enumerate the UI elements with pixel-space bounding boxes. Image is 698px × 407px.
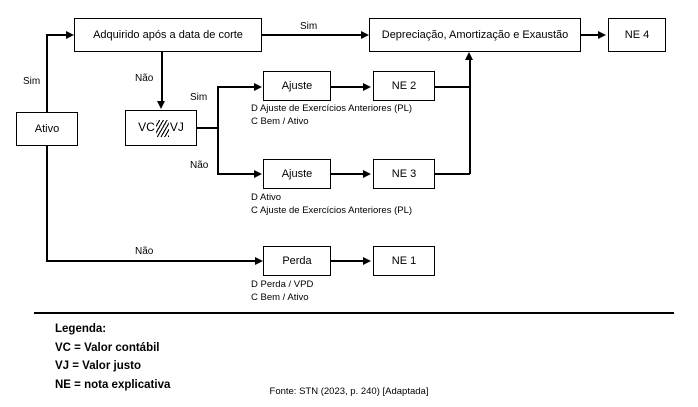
node-vc-vj	[125, 110, 197, 146]
node-ne-2-label: NE 2	[391, 79, 417, 92]
note-perda	[251, 279, 313, 305]
edge-adquirido-to-depreciacao	[262, 34, 363, 36]
legend-title: Legenda:	[55, 323, 107, 335]
arrowhead-adquirido-to-vcvj	[157, 101, 165, 109]
edge-label-ativo-nao: Não	[135, 246, 154, 257]
node-depreciacao-label: Depreciação, Amortização e Exaustão	[381, 28, 569, 41]
node-adquirido-label: Adquirido após a data de corte	[93, 28, 243, 41]
edge-ativo-to-adquirido	[46, 34, 68, 36]
node-perda-label: Perda	[282, 254, 312, 267]
legend-item-vc: VC = Valor contábil	[55, 341, 160, 354]
note-ajuste-2	[251, 192, 412, 218]
edge-vcvj-to-ajuste1	[217, 86, 256, 88]
edge-ajuste1-to-ne2	[331, 86, 365, 88]
node-ajuste-2-label: Ajuste	[281, 167, 313, 180]
note-ajuste-1-line-2: C Bem / Ativo	[251, 115, 309, 127]
node-ne-1-label: NE 1	[391, 254, 417, 267]
note-ajuste-1-line-1: D Ajuste de Exercícios Anteriores (PL)	[251, 103, 413, 114]
node-ajuste-1-label: Ajuste	[281, 79, 313, 92]
arrowhead-ativo-to-adquirido	[66, 31, 74, 39]
edge-label-vcvj-sim: Sim	[190, 92, 208, 103]
edge-ne3-rail	[435, 173, 470, 175]
edge-adquirido-to-vcvj	[161, 51, 163, 103]
node-ativo-label: Ativo	[34, 122, 60, 135]
edge-ne2-rail	[435, 86, 470, 88]
arrowhead-vcvj-to-ajuste1	[254, 83, 262, 91]
node-ne-3	[373, 159, 435, 189]
arrowhead-perda-to-ne1	[363, 257, 371, 265]
node-vj-label: VJ	[169, 120, 184, 135]
note-perda-line-1: D Perda / VPD	[251, 279, 314, 290]
arrowhead-ajuste2-to-ne3	[363, 170, 371, 178]
note-ajuste-2-line-2: C Ajuste de Exercícios Anteriores (PL)	[251, 204, 413, 216]
edge-perda-to-ne1	[331, 260, 365, 262]
note-perda-line-2: C Bem / Ativo	[251, 291, 309, 303]
legend-divider	[34, 312, 674, 314]
node-ativo	[16, 112, 78, 146]
legend-item-vj: VJ = Valor justo	[55, 360, 141, 373]
node-ne-1	[373, 246, 435, 276]
edge-label-ativo-sim: Sim	[23, 76, 41, 87]
edge-label-adquirido-sim: Sim	[300, 21, 318, 32]
edge-label-adquirido-nao: Não	[135, 73, 154, 84]
edge-vcvj-drop-nao	[217, 127, 219, 174]
node-ajuste-2	[263, 159, 331, 189]
edge-vcvj-to-ajuste2	[217, 173, 256, 175]
legend-item-ne: NE = nota explicativa	[55, 378, 171, 391]
edge-vcvj-out-top	[196, 127, 218, 129]
edge-vcvj-riser-sim	[217, 86, 219, 128]
node-ne-4	[608, 18, 666, 52]
arrowhead-rail-to-depreciacao	[465, 52, 473, 60]
edge-ajuste2-to-ne3	[331, 173, 365, 175]
arrowhead-depreciacao-to-ne4	[598, 31, 606, 39]
note-ajuste-2-line-1: D Ativo	[251, 192, 282, 203]
node-ne-2	[373, 71, 435, 101]
node-ajuste-1	[263, 71, 331, 101]
node-vc-vj-content	[138, 120, 184, 137]
arrowhead-ativo-to-perda	[255, 257, 263, 265]
node-perda	[263, 246, 331, 276]
legend	[55, 320, 170, 395]
arrowhead-ajuste1-to-ne2	[363, 83, 371, 91]
node-ne-4-label: NE 4	[624, 28, 650, 41]
note-ajuste-1	[251, 103, 412, 129]
node-adquirido-apos-data-de-corte	[74, 18, 262, 52]
arrowhead-vcvj-to-ajuste2	[254, 170, 262, 178]
edge-ativo-to-perda	[46, 260, 257, 262]
node-ne-3-label: NE 3	[391, 167, 417, 180]
source-caption: Fonte: STN (2023, p. 240) [Adaptada]	[269, 386, 429, 397]
node-depreciacao-amortizacao-exaustao	[369, 18, 581, 52]
edge-ativo-down	[46, 145, 48, 261]
edge-ne-rail-riser	[469, 60, 471, 174]
hatch-divider-icon	[156, 120, 169, 137]
edge-label-vcvj-nao: Não	[190, 160, 209, 171]
node-vc-label: VC	[138, 120, 155, 135]
arrowhead-adquirido-to-depreciacao	[361, 31, 369, 39]
edge-ativo-up	[46, 35, 48, 113]
